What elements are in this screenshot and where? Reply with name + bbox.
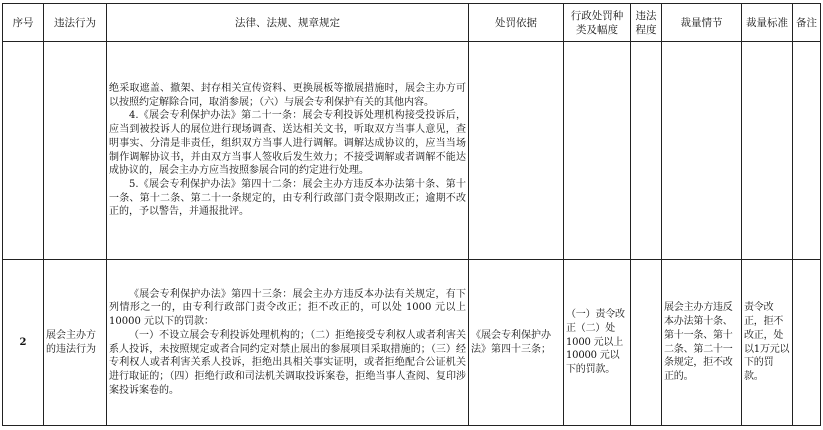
law-paragraph: 《展会专利保护办法》第四十三条：展会主办方违反本办法有关规定，有下列情形之一的，由专利行政部门责令改正；拒不改正的，可以处 1000 元以上 10000 元以下的罚款： [109, 288, 466, 328]
seq-cell [3, 42, 44, 260]
degree-cell [631, 260, 662, 426]
degree-cell [631, 42, 662, 260]
law-cell [107, 260, 469, 426]
law-cell [107, 42, 469, 260]
header-seq: 序号 [3, 4, 44, 42]
header-degree: 违法程度 [631, 4, 662, 42]
basis-cell [469, 42, 564, 260]
regulation-table [2, 3, 821, 426]
header-note: 备注 [793, 4, 821, 42]
law-paragraph: 4.《展会专利保护办法》第二十一条：展会专利投诉处理机构接受投诉后，应当到被投诉人的展位进行现场调查、送达相关文书，听取双方当事人意见，查明事实、分清是非责任，组织双方当事人进行调解。调解达成协议的，应当当场制作调解协议书，并由双方当事人签收后发生效力；不接受调解或者调解不能达成协议的，展会主办方应当按照参展合同的约定进行处理。 [109, 110, 466, 177]
circ-cell [662, 42, 742, 260]
header-row [3, 4, 821, 42]
seq-cell: 2 [3, 260, 44, 426]
header-circ: 裁量情节 [662, 4, 742, 42]
basis-cell: 《展会专利保护办法》第四十三条； [469, 260, 564, 426]
circ-cell: 展会主办方违反本办法第十条、第十一条、第十二条、第二十一条规定，拒不改正的。 [662, 260, 742, 426]
act-cell [44, 42, 107, 260]
table-row-1 [3, 42, 821, 260]
note-cell [793, 42, 821, 260]
type-cell: （一）责令改正（二）处 1000 元以上 10000 元以下的罚款。 [564, 260, 631, 426]
note-cell [793, 260, 821, 426]
header-basis: 处罚依据 [469, 4, 564, 42]
header-type: 行政处罚种类及幅度 [564, 4, 631, 42]
type-cell [564, 42, 631, 260]
law-paragraph: （一）不设立展会专利投诉处理机构的；（二）拒绝接受专利权人或者利害关系人投诉，未按照规定或者合同约定对禁止展出的参展项目采取措施的；（三）经专利权人或者利害关系人投诉，拒绝出具相关事实证明，或者拒绝配合公证机关进行取证的；（四）拒绝行政和司法机关调取投诉案卷，拒绝当事人查阅、复印涉案投诉案卷的。 [109, 329, 466, 396]
header-std: 裁量标准 [742, 4, 793, 42]
table-row-2 [3, 260, 821, 426]
header-law: 法律、法规、规章规定 [107, 4, 469, 42]
std-cell: 责令改正，拒不改正，处以1万元以下的罚款。 [742, 260, 793, 426]
std-cell [742, 42, 793, 260]
header-act: 违法行为 [44, 4, 107, 42]
law-paragraph: 绝采取遮盖、撤架、封存相关宣传资料、更换展板等撤展措施时，展会主办方可以按照约定解除合同，取消参展；（六）与展会专利保护有关的其他内容。 [109, 82, 466, 108]
law-paragraph: 5.《展会专利保护办法》第四十二条：展会主办方违反本办法第十条、第十一条、第十二条、第二十一条规定的，由专利行政部门责令限期改正；逾期不改正的，予以警告，并通报批评。 [109, 178, 466, 218]
act-cell: 展会主办方的违法行为 [44, 260, 107, 426]
